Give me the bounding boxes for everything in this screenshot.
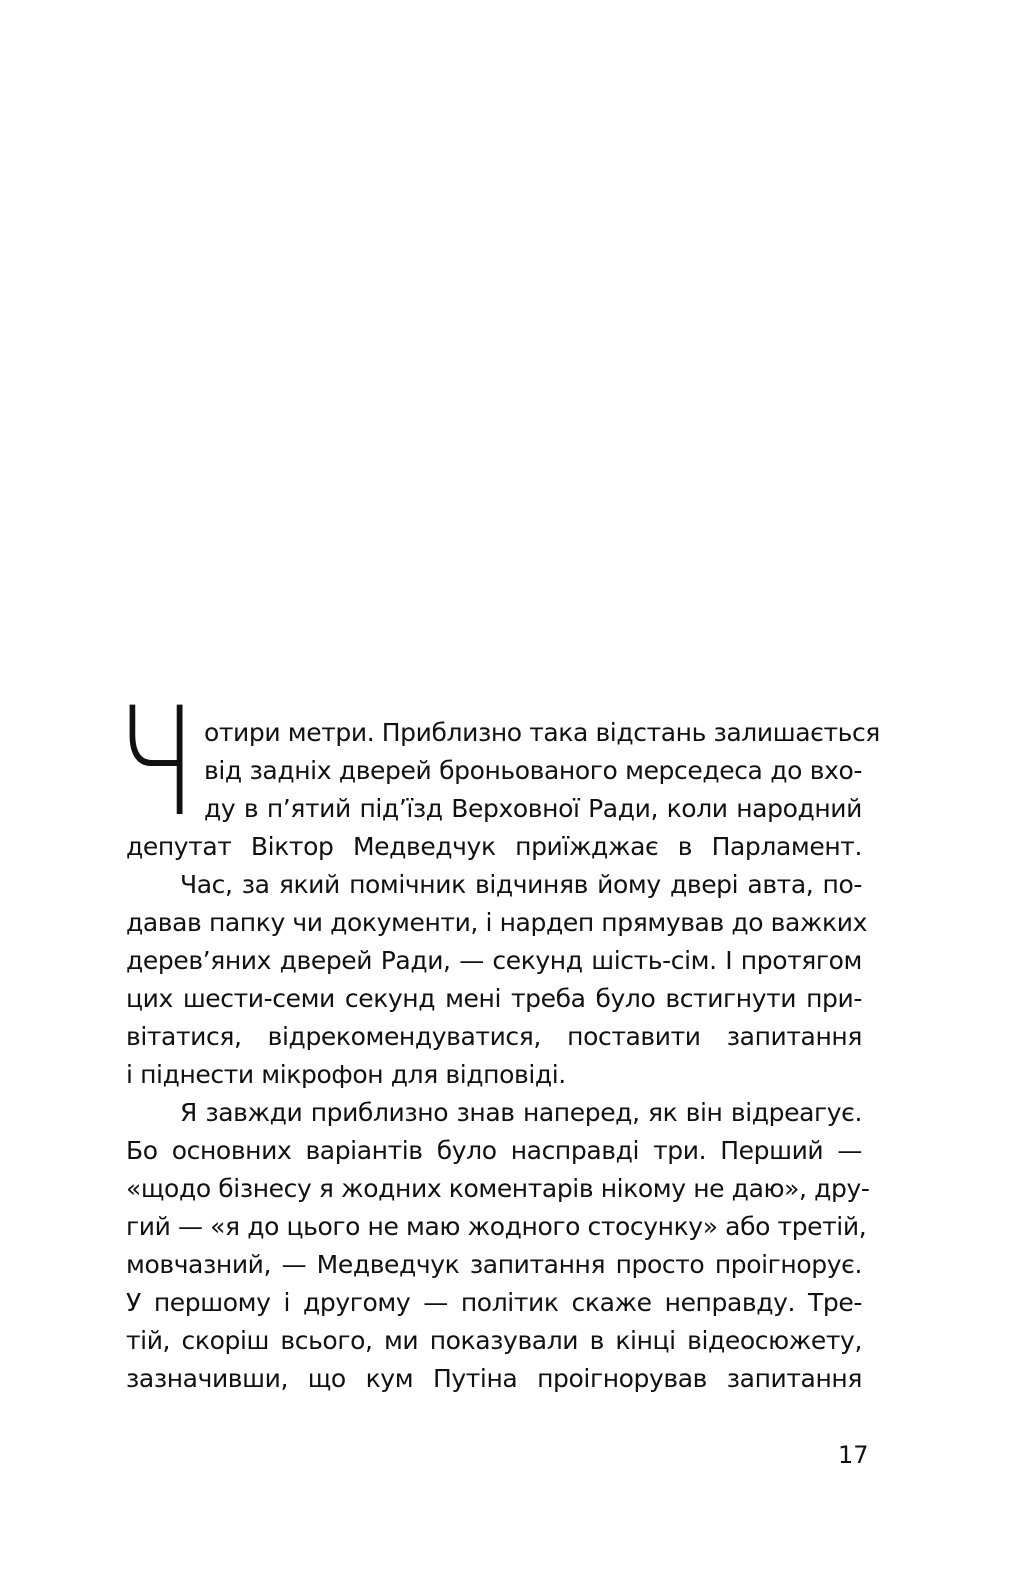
drop-cap: Ч — [116, 676, 197, 850]
text-line: зазначивши, що кум Путіна проігнорував запитання — [126, 1364, 862, 1393]
text-line: вітатися, відрекомендуватися, поставити запитання — [126, 1022, 862, 1051]
text-line: від задніх дверей броньованого мерседеса до вхо- — [204, 756, 862, 785]
text-line: Час, за який помічник відчиняв йому двері авта, по- — [180, 870, 862, 899]
text-line: У першому і другому — політик скаже неправду. Тре- — [126, 1288, 862, 1317]
text-line: цих шести-семи секунд мені треба було встигнути при- — [126, 984, 862, 1013]
text-line: Я завжди приблизно знав наперед, як він відреагує. — [180, 1098, 862, 1127]
text-line: депутат Віктор Медведчук приїжджає в Парламент. — [126, 832, 862, 861]
text-line: гий — «я до цього не маю жодного стосунку» або третій, — [126, 1212, 867, 1241]
text-line: Бо основних варіантів було насправді три. Перший — — [126, 1136, 862, 1165]
page-number: 17 — [838, 1441, 869, 1469]
text-line: «щодо бізнесу я жодних коментарів нікому не даю», дру- — [126, 1174, 870, 1203]
text-line: давав папку чи документи, і нардеп прямував до важких — [126, 908, 867, 937]
text-line: дерев’яних дверей Ради, — секунд шість-сім. І протягом — [126, 946, 862, 975]
text-line: тій, скоріш всього, ми показували в кінці відеосюжету, — [126, 1326, 862, 1355]
text-line: і піднести мікрофон для відповіді. — [126, 1060, 566, 1089]
text-line: мовчазний, — Медведчук запитання просто проігнорує. — [126, 1250, 862, 1279]
text-line: отири метри. Приблизно така відстань залишається — [204, 718, 880, 747]
text-line: ду в п’ятий під’їзд Верховної Ради, коли народний — [204, 794, 862, 823]
